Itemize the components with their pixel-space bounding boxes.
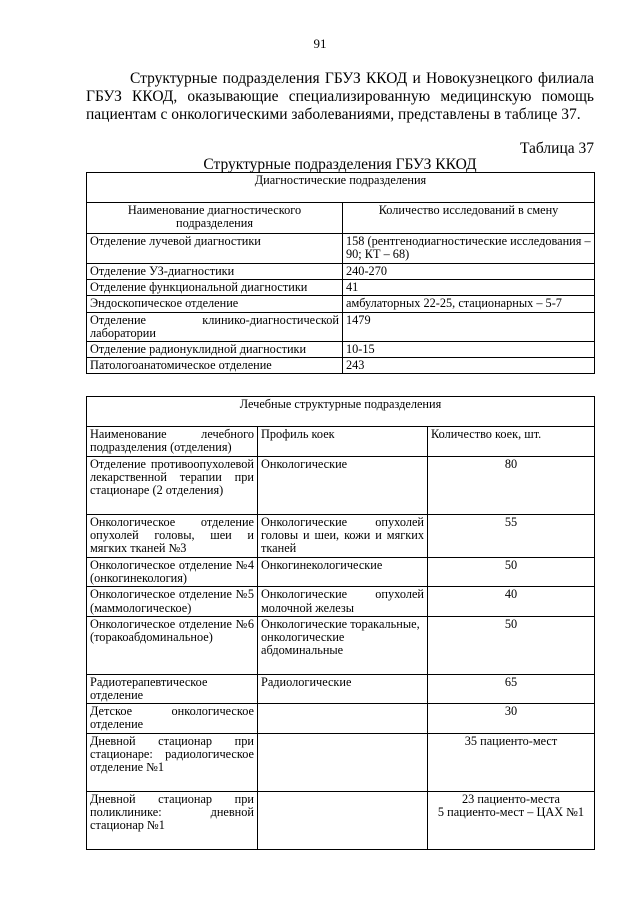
treat-profile — [258, 704, 428, 733]
treat-count: 65 — [428, 674, 595, 703]
treat-name: Детское онкологическое отделение — [87, 704, 258, 733]
treat-count: 30 — [428, 704, 595, 733]
table-row — [87, 234, 595, 264]
treat-count-cell — [428, 791, 595, 849]
table-row — [87, 733, 595, 791]
table-row — [87, 587, 595, 616]
table-row — [87, 791, 595, 849]
diag-name: Эндоскопическое отделение — [87, 296, 343, 312]
treat-header-name: Наименование лечебного подразделения (отделения) — [87, 427, 258, 457]
treat-count: 23 пациенто-места — [461, 791, 561, 806]
table-row — [87, 264, 595, 280]
treat-profile — [258, 733, 428, 791]
diag-name: Отделение функциональной диагностики — [87, 280, 343, 296]
treat-profile: Онкологические опухолей молочной железы — [258, 587, 428, 616]
table-row — [87, 296, 595, 312]
treat-name: Отделение противоопухолевой лекарственной терапии при стационаре (2 отделения) — [87, 457, 258, 515]
table-row — [87, 674, 595, 703]
treat-name: Онкологическое отделение №6 (торакоабдоминальное) — [87, 616, 258, 674]
treat-name: Дневной стационар при поликлинике: дневной стационар №1 — [87, 791, 258, 849]
treat-profile: Онкологические торакальные, онкологические абдоминальные — [258, 616, 428, 674]
treat-count: 80 — [428, 457, 595, 515]
page-number: 91 — [313, 36, 327, 51]
diag-header-count: Количество исследований в смену — [343, 203, 595, 234]
treat-count: 50 — [428, 616, 595, 674]
treat-name: Дневной стационар при стационаре: радиологическое отделение №1 — [87, 733, 258, 791]
treat-profile: Онкогинекологические — [258, 558, 428, 587]
treat-profile: Радиологические — [258, 674, 428, 703]
diag-name: Патологоанатомическое отделение — [87, 358, 343, 374]
table-row — [87, 280, 595, 296]
intro-paragraph: Структурные подразделения ГБУЗ ККОД и Новокузнецкого филиала ГБУЗ ККОД, оказывающие специализированную медицинскую помощь пациентам с онкологическими заболеваниями, представлены в таблице 37. — [86, 70, 594, 123]
treatment-section-title: Лечебные структурные подразделения — [87, 397, 595, 427]
diag-name: Отделение УЗ-диагностики — [87, 264, 343, 280]
treat-count: 50 — [428, 558, 595, 587]
diag-value: амбулаторных 22-25, стационарных – 5-7 — [343, 296, 595, 312]
diag-name: Отделение радионуклидной диагностики — [87, 342, 343, 358]
table-row — [87, 616, 595, 674]
table-row — [87, 457, 595, 515]
treat-name: Радиотерапевтическое отделение — [87, 674, 258, 703]
diag-value: 158 (рентгенодиагностические исследования – 90; КТ – 68) — [343, 234, 595, 264]
treat-header-profile: Профиль коек — [258, 427, 428, 457]
treat-header-count: Количество коек, шт. — [428, 427, 595, 457]
treatment-table — [86, 396, 595, 850]
treat-profile — [258, 791, 428, 849]
table-row — [87, 312, 595, 341]
table-row — [87, 515, 595, 558]
table-row — [87, 342, 595, 358]
table-label: Таблица 37 — [519, 140, 594, 157]
table-title: Структурные подразделения ГБУЗ ККОД — [203, 156, 477, 173]
diag-value: 1479 — [343, 312, 595, 341]
diag-value: 240-270 — [343, 264, 595, 280]
diag-value: 41 — [343, 280, 595, 296]
treat-count: 35 пациенто-мест — [428, 733, 595, 791]
treat-count-secondary: 5 пациенто-мест – ЦАХ №1 — [437, 804, 585, 819]
diag-name: Отделение клинико-диагностической лаборатории — [87, 312, 343, 341]
diag-header-name: Наименование диагностического подразделения — [87, 203, 343, 234]
table-row — [87, 558, 595, 587]
table-row — [87, 358, 595, 374]
diag-name: Отделение лучевой диагностики — [87, 234, 343, 264]
diag-value: 10-15 — [343, 342, 595, 358]
treat-count: 55 — [428, 515, 595, 558]
treat-profile: Онкологические — [258, 457, 428, 515]
diagnostic-table — [86, 172, 595, 374]
diag-value: 243 — [343, 358, 595, 374]
diagnostic-section-title: Диагностические подразделения — [87, 173, 595, 203]
treat-name: Онкологическое отделение опухолей головы, шеи и мягких тканей №3 — [87, 515, 258, 558]
treat-name: Онкологическое отделение №4 (онкогинекология) — [87, 558, 258, 587]
table-row — [87, 704, 595, 733]
treat-profile: Онкологические опухолей головы и шеи, кожи и мягких тканей — [258, 515, 428, 558]
treat-name: Онкологическое отделение №5 (маммологическое) — [87, 587, 258, 616]
treat-count: 40 — [428, 587, 595, 616]
